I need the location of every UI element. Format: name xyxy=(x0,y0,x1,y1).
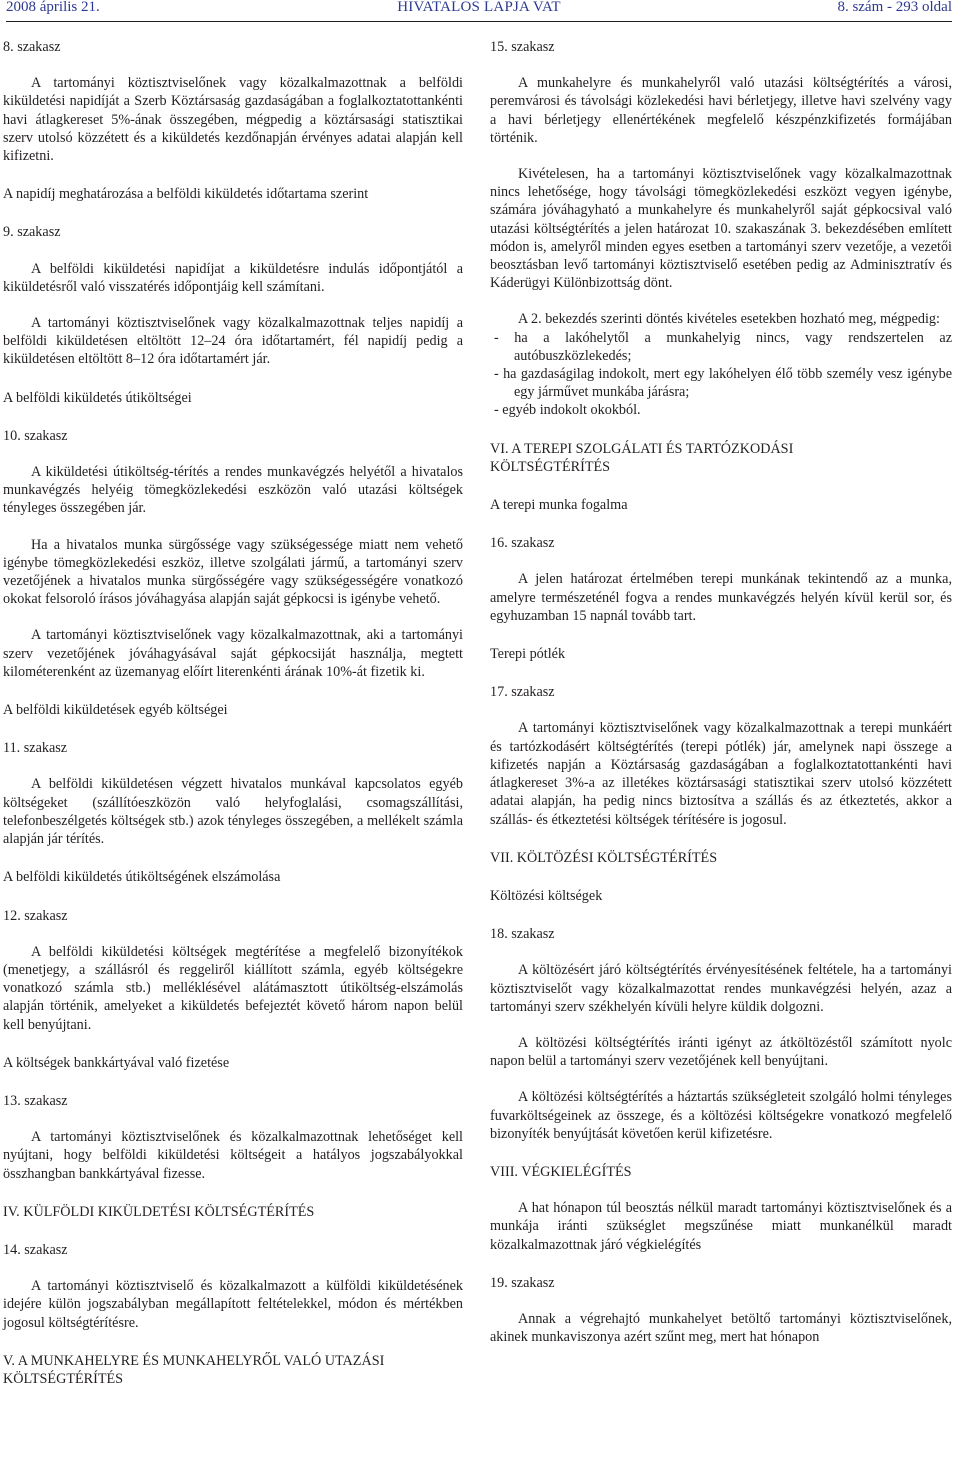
left-column xyxy=(3,38,463,1388)
header-date: 2008 április 21. xyxy=(6,0,100,15)
section-16-title: 16. szakasz xyxy=(490,535,555,552)
section-17-paragraph: A tartományi köztisztviselőnek vagy közalkalmazottnak a terepi munkáért és tartózkodásért költségtérítés (terepi pótlék) jár, amelynek napi összege a kifizetés napján a Köztársaság gazdaságában a foglalkoztatottankénti havi átlagkereset 3%-a az illetékes köztársasági statisztikai szerv utolsó közzétett adatai alapján, ha pedig nincs biztosítva a szállás és az étkeztetés, akkor a szállás- és étkeztetési költségek térítésére is jogosul. xyxy=(490,720,952,828)
subtitle-utikoltseg: A belföldi kiküldetés útiköltségei xyxy=(3,389,192,406)
chapter-6-heading-line-2: KÖLTSÉGTÉRÍTÉS xyxy=(490,458,611,475)
section-18-paragraph-3: A költözési költségtérítés a háztartás szükségleteit szolgáló holmi tényleges fuvarköltségeinek az összege, és a költözési költségekre vonatkozó megfelelő bizonyíték benyújtását követően kerül kifizetésre. xyxy=(490,1089,952,1142)
section-16-paragraph: A jelen határozat értelmében terepi munkának tekintendő az a munka, amelyre természeténél fogva a rendes munkavégzés helyén kívül kerül sor, és egyhuzamban 15 napnál tovább tart. xyxy=(490,571,952,624)
right-column xyxy=(490,38,952,1346)
list-item: - egyéb indokolt okokból. xyxy=(494,402,641,419)
page-header xyxy=(6,0,952,22)
section-10-paragraph-2: Ha a hivatalos munka sürgőssége vagy szükségessége miatt nem vehető igénybe tömegközlekedési eszköz, illetve szolgálati jármű, a tartományi szerv vezetőjének a hivatalos munka sürgősségére vagy szükségességére vonatkozó okokat felsoroló írásos jóváhagyása alapján saját gépkocsi is igénybe vehető. xyxy=(3,536,463,608)
subtitle-koltozesi-koltsegek: Költözési költségek xyxy=(490,887,603,904)
section-19-paragraph: Annak a végrehajtó munkahelyet betöltő tartományi köztisztviselőnek, akinek munkaviszonya azért szűnt meg, mert hat hónapon xyxy=(490,1310,952,1346)
chapter-5-heading-line-1: V. A MUNKAHELYRE ÉS MUNKAHELYRŐL VALÓ UTAZÁSI xyxy=(3,1352,385,1369)
section-13-paragraph: A tartományi köztisztviselőnek és közalkalmazottnak lehetőséget kell nyújtani, hogy belföldi kiküldetési költségeit a hatályos jogszabályokkal összhangban bankkártyával fizesse. xyxy=(3,1129,463,1182)
subtitle-napidij: A napidíj meghatározása a belföldi kiküldetés időtartama szerint xyxy=(3,186,369,203)
section-15-title: 15. szakasz xyxy=(490,39,555,55)
subtitle-terepi-munka: A terepi munka fogalma xyxy=(490,497,628,514)
chapter-5-heading-line-2: KÖLTSÉGTÉRÍTÉS xyxy=(3,1370,124,1387)
section-17-title: 17. szakasz xyxy=(490,684,555,701)
section-9-paragraph-2: A tartományi köztisztviselőnek vagy közalkalmazottnak teljes napidíj a belföldi kiküldetésen eltöltött 12–24 óra időtartamért, fél napidíj pedig a kiküldetésen eltöltött 8–12 óra időtartamért jár. xyxy=(3,315,463,368)
subtitle-egyeb-koltsegek: A belföldi kiküldetések egyéb költségei xyxy=(3,702,228,719)
section-18-paragraph-2: A költözési költségtérítés iránti igényt az átköltözéstől számított nyolc napon belül a tartományi szerv vezetőjének kell benyújtani. xyxy=(490,1034,952,1070)
chapter-8-heading: VIII. VÉGKIELÉGÍTÉS xyxy=(490,1163,632,1180)
section-10-title: 10. szakasz xyxy=(3,427,68,444)
list-item: - ha a lakóhelytől a munkahelyig nincs, vagy rendszertelen az autóbuszközlekedés; xyxy=(494,329,952,364)
section-12-title: 12. szakasz xyxy=(3,907,68,924)
section-19-title: 19. szakasz xyxy=(490,1274,555,1291)
section-9-paragraph-1: A belföldi kiküldetési napidíjat a kiküldetésre indulás időpontjától a kiküldetésről való visszatérés időpontjáig kell számítani. xyxy=(3,260,463,295)
header-page-number: 8. szám - 293 oldal xyxy=(837,0,952,15)
subtitle-bankkartya: A költségek bankkártyával való fizetése xyxy=(3,1054,230,1071)
section-14-paragraph: A tartományi köztisztviselő és közalkalmazott a külföldi kiküldetésének idejére külön jogszabályban megállapított feltételekkel, módon és mértékben jogosul költségtérítésre. xyxy=(3,1278,463,1331)
list-item: - ha gazdaságilag indokolt, mert egy lakóhelyen élő több személy vesz igénybe egy járművet munkába járásra; xyxy=(494,366,952,401)
subtitle-terepi-potlek: Terepi pótlék xyxy=(490,646,566,663)
section-15-paragraph-1: A munkahelyre és munkahelyről való utazási költségtérítés a városi, peremvárosi és távolsági közlekedési havi bérletjegy, illetve havi szelvény vagy a havi bérletjegy ellenértékének megfelelő készpénzkifizetés formájában történik. xyxy=(490,75,952,146)
section-14-title: 14. szakasz xyxy=(3,1241,68,1258)
section-8-title: 8. szakasz xyxy=(3,39,61,55)
section-10-paragraph-1: A kiküldetési útiköltség-térítés a rendes munkavégzés helyétől a hivatalos munkavégzés helyéig tömegközlekedési eszközön való utazási költségek tényleges összegében jár. xyxy=(3,464,463,517)
chapter-4-heading: IV. KÜLFÖLDI KIKÜLDETÉSI KÖLTSÉGTÉRÍTÉS xyxy=(3,1203,315,1220)
section-13-title: 13. szakasz xyxy=(3,1092,68,1109)
section-12-paragraph: A belföldi kiküldetési költségek megtérítése a megfelelő bizonyítékok (menetjegy, a szállásról és reggeliről kiállított számla, egyéb költségekre vonatkozó számla stb.) melléklésével alátámasztott útiköltség-elszámolás alapján történik, amelyeket a kiküldetés befejeztét követő három napon belül kell benyújtani. xyxy=(3,943,463,1033)
section-8-paragraph: A tartományi köztisztviselőnek vagy közalkalmazottnak a belföldi kiküldetési napidíját a Szerb Köztársaság gazdaságában a foglalkoztatottankénti havi átlagkereset 5%-ának összegében, mégpedig a köztársasági statisztikai szerv utolsó közzétett és a kiküldetés kezdőnapján érvényes adatai alapján kell kifizetni. xyxy=(3,75,463,165)
chapter-7-heading: VII. KÖLTÖZÉSI KÖLTSÉGTÉRÍTÉS xyxy=(490,849,718,866)
section-18-paragraph-4: A hat hónapon túl beosztás nélkül maradt tartományi köztisztviselőnek és a munkája iránti szükséglet megszűnése miatt munkanélkül maradt közalkalmazottnak járó végkielégítés xyxy=(490,1200,952,1253)
section-10-paragraph-3: A tartományi köztisztviselőnek vagy közalkalmazottnak, aki a tartományi szerv vezetőjének jóváhagyásával saját gépkocsiját használja, megtett kilométerenként az üzemanyag előírt literenkénti árának 10%-át fizetik ki. xyxy=(3,627,463,680)
chapter-6-heading-line-1: VI. A TEREPI SZOLGÁLATI ÉS TARTÓZKODÁSI xyxy=(490,440,794,457)
section-9-title: 9. szakasz xyxy=(3,224,61,241)
section-11-title: 11. szakasz xyxy=(3,740,68,757)
section-15-paragraph-2: Kivételesen, ha a tartományi köztisztviselőnek vagy közalkalmazottnak nincs lehetősége, hogy távolsági tömegközlekedési eszközt vegyen igénybe, számára jóváhagyható a munkahelyre és munkahelyről saját gépkocsival való utazási költségtérítés a jelen határozat 10. szakaszának 3. bekezdésében említett módon is, amelyről minden egyes esetben a tartományi szerv vezetője, a vezetői beosztásban levő tartományi köztisztviselő esetében pedig az Adminisztratív és Káderügyi Különbizottság dönt. xyxy=(490,166,952,292)
subtitle-elszamolas: A belföldi kiküldetés útiköltségének elszámolása xyxy=(3,869,281,886)
section-18-title: 18. szakasz xyxy=(490,926,555,943)
section-15-paragraph-3: A 2. bekezdés szerinti döntés kivételes esetekben hozható meg, mégpedig: xyxy=(518,311,940,328)
section-18-paragraph-1: A költözésért járó költségtérítés érvényesítésének feltétele, ha a tartományi köztisztviselőt vagy közalkalmazottat rendes munkavégzési helyén, azaz a tartományi szerv székhelyén kívüli helyre küldik dolgozni. xyxy=(490,962,952,1015)
section-11-paragraph: A belföldi kiküldetésen végzett hivatalos munkával kapcsolatos egyéb költségeket (szállítóeszközön való helyfoglalási, csomagszállítási, telefonbeszélgetés költségek stb.) azok tényleges összegében, a mellékelt számla alapján jár térítés. xyxy=(3,776,463,848)
header-title: HIVATALOS LAPJA VAT xyxy=(397,0,561,15)
